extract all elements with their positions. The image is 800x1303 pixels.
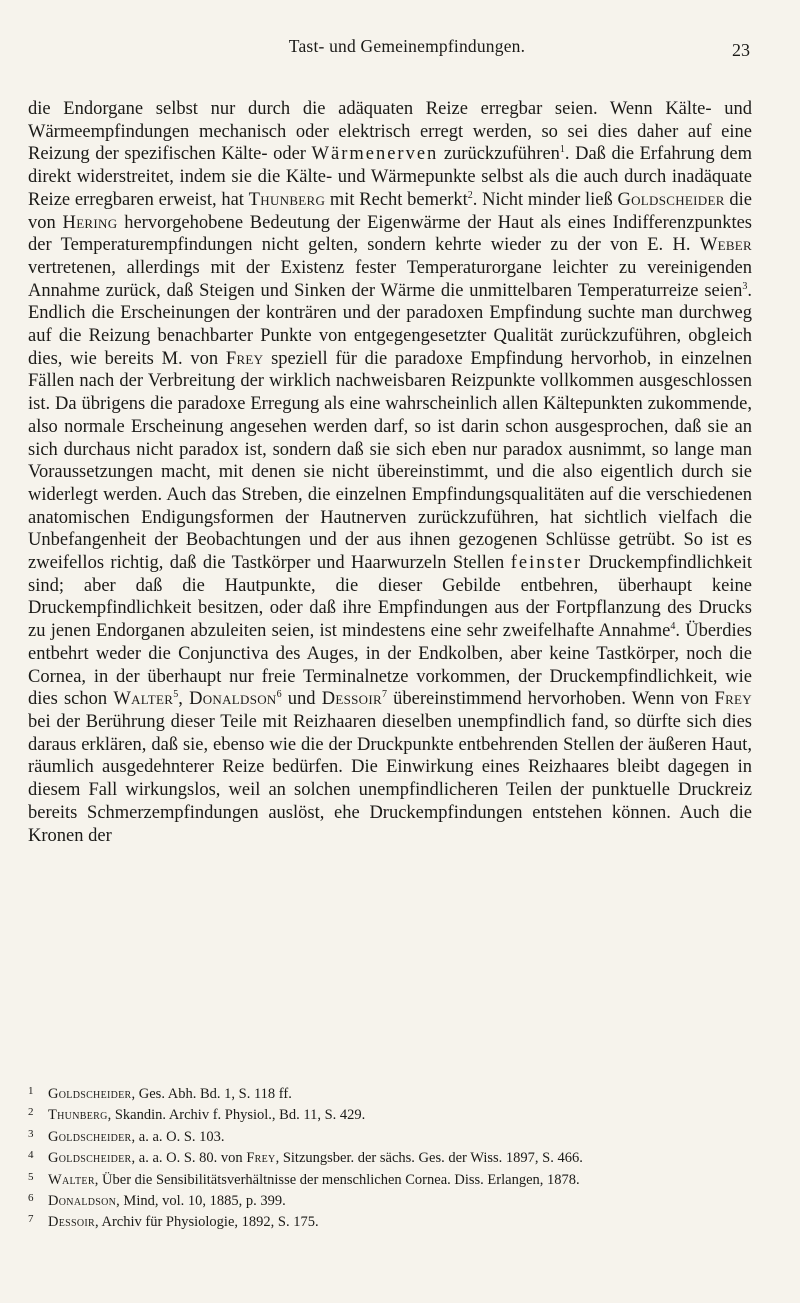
footnote-text: , Skandin. Archiv f. Physiol., Bd. 11, S. 429.: [107, 1107, 366, 1124]
text-run: hervorgehobene Bedeutung der Eigenwärme der Haut als eines Indifferenzpunktes der Temperaturempfindungen nicht gelten, sondern kehrte wieder zu der von E. H.: [28, 212, 753, 256]
text-run: die Endorgane selbst nur durch die adäquaten Reize erregbar seien. Wenn Kälte- und Wärmeempfindungen mechanisch oder elektrisch erregt werden, so sei dies daher auf eine Reizung der spezifischen Kälte- oder: [28, 99, 752, 165]
text-run: zurückzuführen: [438, 144, 560, 165]
text-run: ,: [178, 689, 190, 710]
author-name: Dessoir: [321, 689, 382, 710]
author-name: Thunberg: [248, 189, 326, 210]
footnote-text: , Mind, vol. 10, 1885, p. 399.: [116, 1193, 286, 1210]
spaced-term: feinster: [510, 553, 583, 574]
author-name: Weber: [699, 235, 752, 256]
footnote-text: , a. a. O. S. 103.: [131, 1128, 225, 1145]
text-run: . Überdies entbehrt weder die Conjunctiva des Auges, in der Endkolben, aber keine Tastkörper, noch die Cornea, in der überhaupt nur freie Terminalnetze vorkommen, der Druckempfindlichkeit, wie dies schon: [28, 621, 752, 710]
author-name: Frey: [246, 1150, 276, 1167]
footnote-number: 4: [28, 1149, 34, 1162]
author-name: Goldscheider: [48, 1086, 132, 1102]
body-text: [28, 98, 752, 847]
footnote-number: 1: [28, 1085, 34, 1097]
author-name: Frey: [714, 689, 752, 710]
footnote-ref: 6: [276, 689, 282, 701]
author-name: Walter: [113, 689, 174, 710]
text-run: übereinstimmend hervorhoben. Wenn von: [386, 689, 715, 710]
footnote-text: , Sitzungsber. der sächs. Ges. der Wiss. 1897, S. 466.: [275, 1150, 583, 1167]
author-name: Goldscheider: [48, 1128, 132, 1145]
footnote-text: , a. a. O. S. 80. von: [131, 1150, 247, 1167]
page-header: [64, 36, 750, 64]
footnote-ref: 7: [381, 689, 387, 701]
text-run: und: [281, 689, 322, 710]
author-name: Donaldson: [48, 1193, 117, 1210]
footnote: [28, 1125, 752, 1146]
text-run: vertretenen, allerdings mit der Existenz fester Temperaturorgane leichter zu vereinigenden Annahme zurück, daß Steigen und Sinken der Wärme die unmittelbaren Temperaturreize seien: [28, 257, 752, 301]
footnote: [28, 1189, 752, 1210]
author-name: Goldscheider: [48, 1150, 132, 1167]
footnote-number: 2: [28, 1106, 34, 1119]
author-name: Donaldson: [189, 689, 277, 710]
footnote-ref: 4: [670, 621, 676, 633]
text-run: speziell für die paradoxe Empfindung hervorhob, in einzelnen Fällen nach der Verbreitung der wirklich nachweisbaren Reizpunkte vollkommen ausgeschlossen ist. Da übrigens die paradoxe Erregung als eine wahrscheinlich allen Kältepunkten zukommende, also normale Erscheinung angesehen werden darf, so ist darin schon ausgesprochen, daß sie an sich durchaus nicht paradox ist, sondern daß sie sich eben nur paradox ausnimmt, so lange man Voraussetzungen macht, mit denen sie nicht übereinstimmt, und die also eigentlich durch sie widerlegt werden. Auch das Streben, die einzelnen Empfindungsqualitäten auf die verschiedenen anatomischen Endigungsformen der Hautnerven zurückzuführen, hat sichtlich vielfach die Unbefangenheit der Beobachtungen und der aus ihnen gezogenen Schlüsse getrübt. So ist es zweifellos richtig, daß die Tastkörper und Haarwurzeln Stellen: [28, 348, 752, 574]
author-name: Dessoir: [48, 1214, 96, 1231]
author-name: Walter: [48, 1171, 95, 1188]
text-run: . Nicht minder ließ: [472, 189, 618, 210]
footnotes: [28, 1082, 752, 1232]
text-run: . Endlich die Erscheinungen der konträren und der paradoxen Empfindung suchte man durchweg auf die Reizung benachbarter Punkte von entgegengesetzter Qualität zurückzuführen, obgleich dies, wie bereits M. von: [28, 280, 752, 369]
footnote-number: 3: [28, 1127, 34, 1140]
footnote-number: 5: [28, 1170, 34, 1183]
footnote: [28, 1103, 752, 1124]
footnote: [28, 1168, 752, 1189]
text-run: . Daß die Erfahrung dem direkt widerstreitet, indem sie die Kälte- und Wärmepunkte selbst als die auch durch inadäquate Reize erregbaren erweist, hat: [28, 144, 752, 210]
spaced-term: Wärmenerven: [311, 144, 439, 165]
author-name: Hering: [62, 212, 118, 233]
footnote: [28, 1082, 752, 1103]
footnote-ref: 1: [559, 144, 565, 156]
footnote-number: 7: [28, 1213, 34, 1226]
footnote-ref: 2: [467, 189, 473, 201]
footnote-text: , Über die Sensibilitätsverhältnisse der menschlichen Cornea. Diss. Erlangen, 1878.: [94, 1171, 580, 1188]
footnote-number: 6: [28, 1192, 34, 1205]
author-name: Frey: [225, 348, 264, 369]
footnote-text: , Ges. Abh. Bd. 1, S. 118 ff.: [131, 1086, 292, 1102]
text-run: mit Recht bemerkt: [325, 189, 468, 210]
text-run: Druckempfindlichkeit sind; aber daß die Hautpunkte, die dieser Gebilde entbehren, überhaupt keine Druckempfindlichkeit besitzen, oder daß ihre Empfindungen aus der Fortpflanzung des Drucks zu jenen Endorganen abzuleiten seien, ist mindestens eine sehr zweifelhafte Annahme: [28, 553, 752, 642]
text-run: bei der Berührung dieser Teile mit Reizhaaren dieselben unempfindlich fand, so dürfte sich dies daraus erklären, daß sie, ebenso wie die der Druckpunkte entbehrenden Stellen der äußeren Haut, räumlich ausgedehnterer Reize bedürfen. Die Einwirkung eines Reizhaares bleibt dagegen in diesem Fall wirkungslos, weil an solchen unempfindlicheren Teilen der punktuelle Druckreiz bereits Schmerzempfindungen auslöst, ehe Druckempfindungen entstehen können. Auch die Kronen der: [28, 711, 752, 846]
paragraph: [28, 98, 752, 847]
page-number: 23: [732, 40, 750, 60]
footnote-ref: 5: [173, 689, 179, 701]
running-head: Tast- und Gemeinempfindungen.: [288, 36, 526, 56]
author-name: Goldscheider: [617, 189, 725, 210]
author-name: Thunberg: [48, 1107, 108, 1124]
footnote: [28, 1146, 752, 1167]
footnote-ref: 3: [742, 280, 748, 292]
footnote-text: , Archiv für Physiologie, 1892, S. 175.: [95, 1214, 319, 1231]
footnote: [28, 1210, 752, 1231]
text-run: die von: [28, 189, 752, 233]
